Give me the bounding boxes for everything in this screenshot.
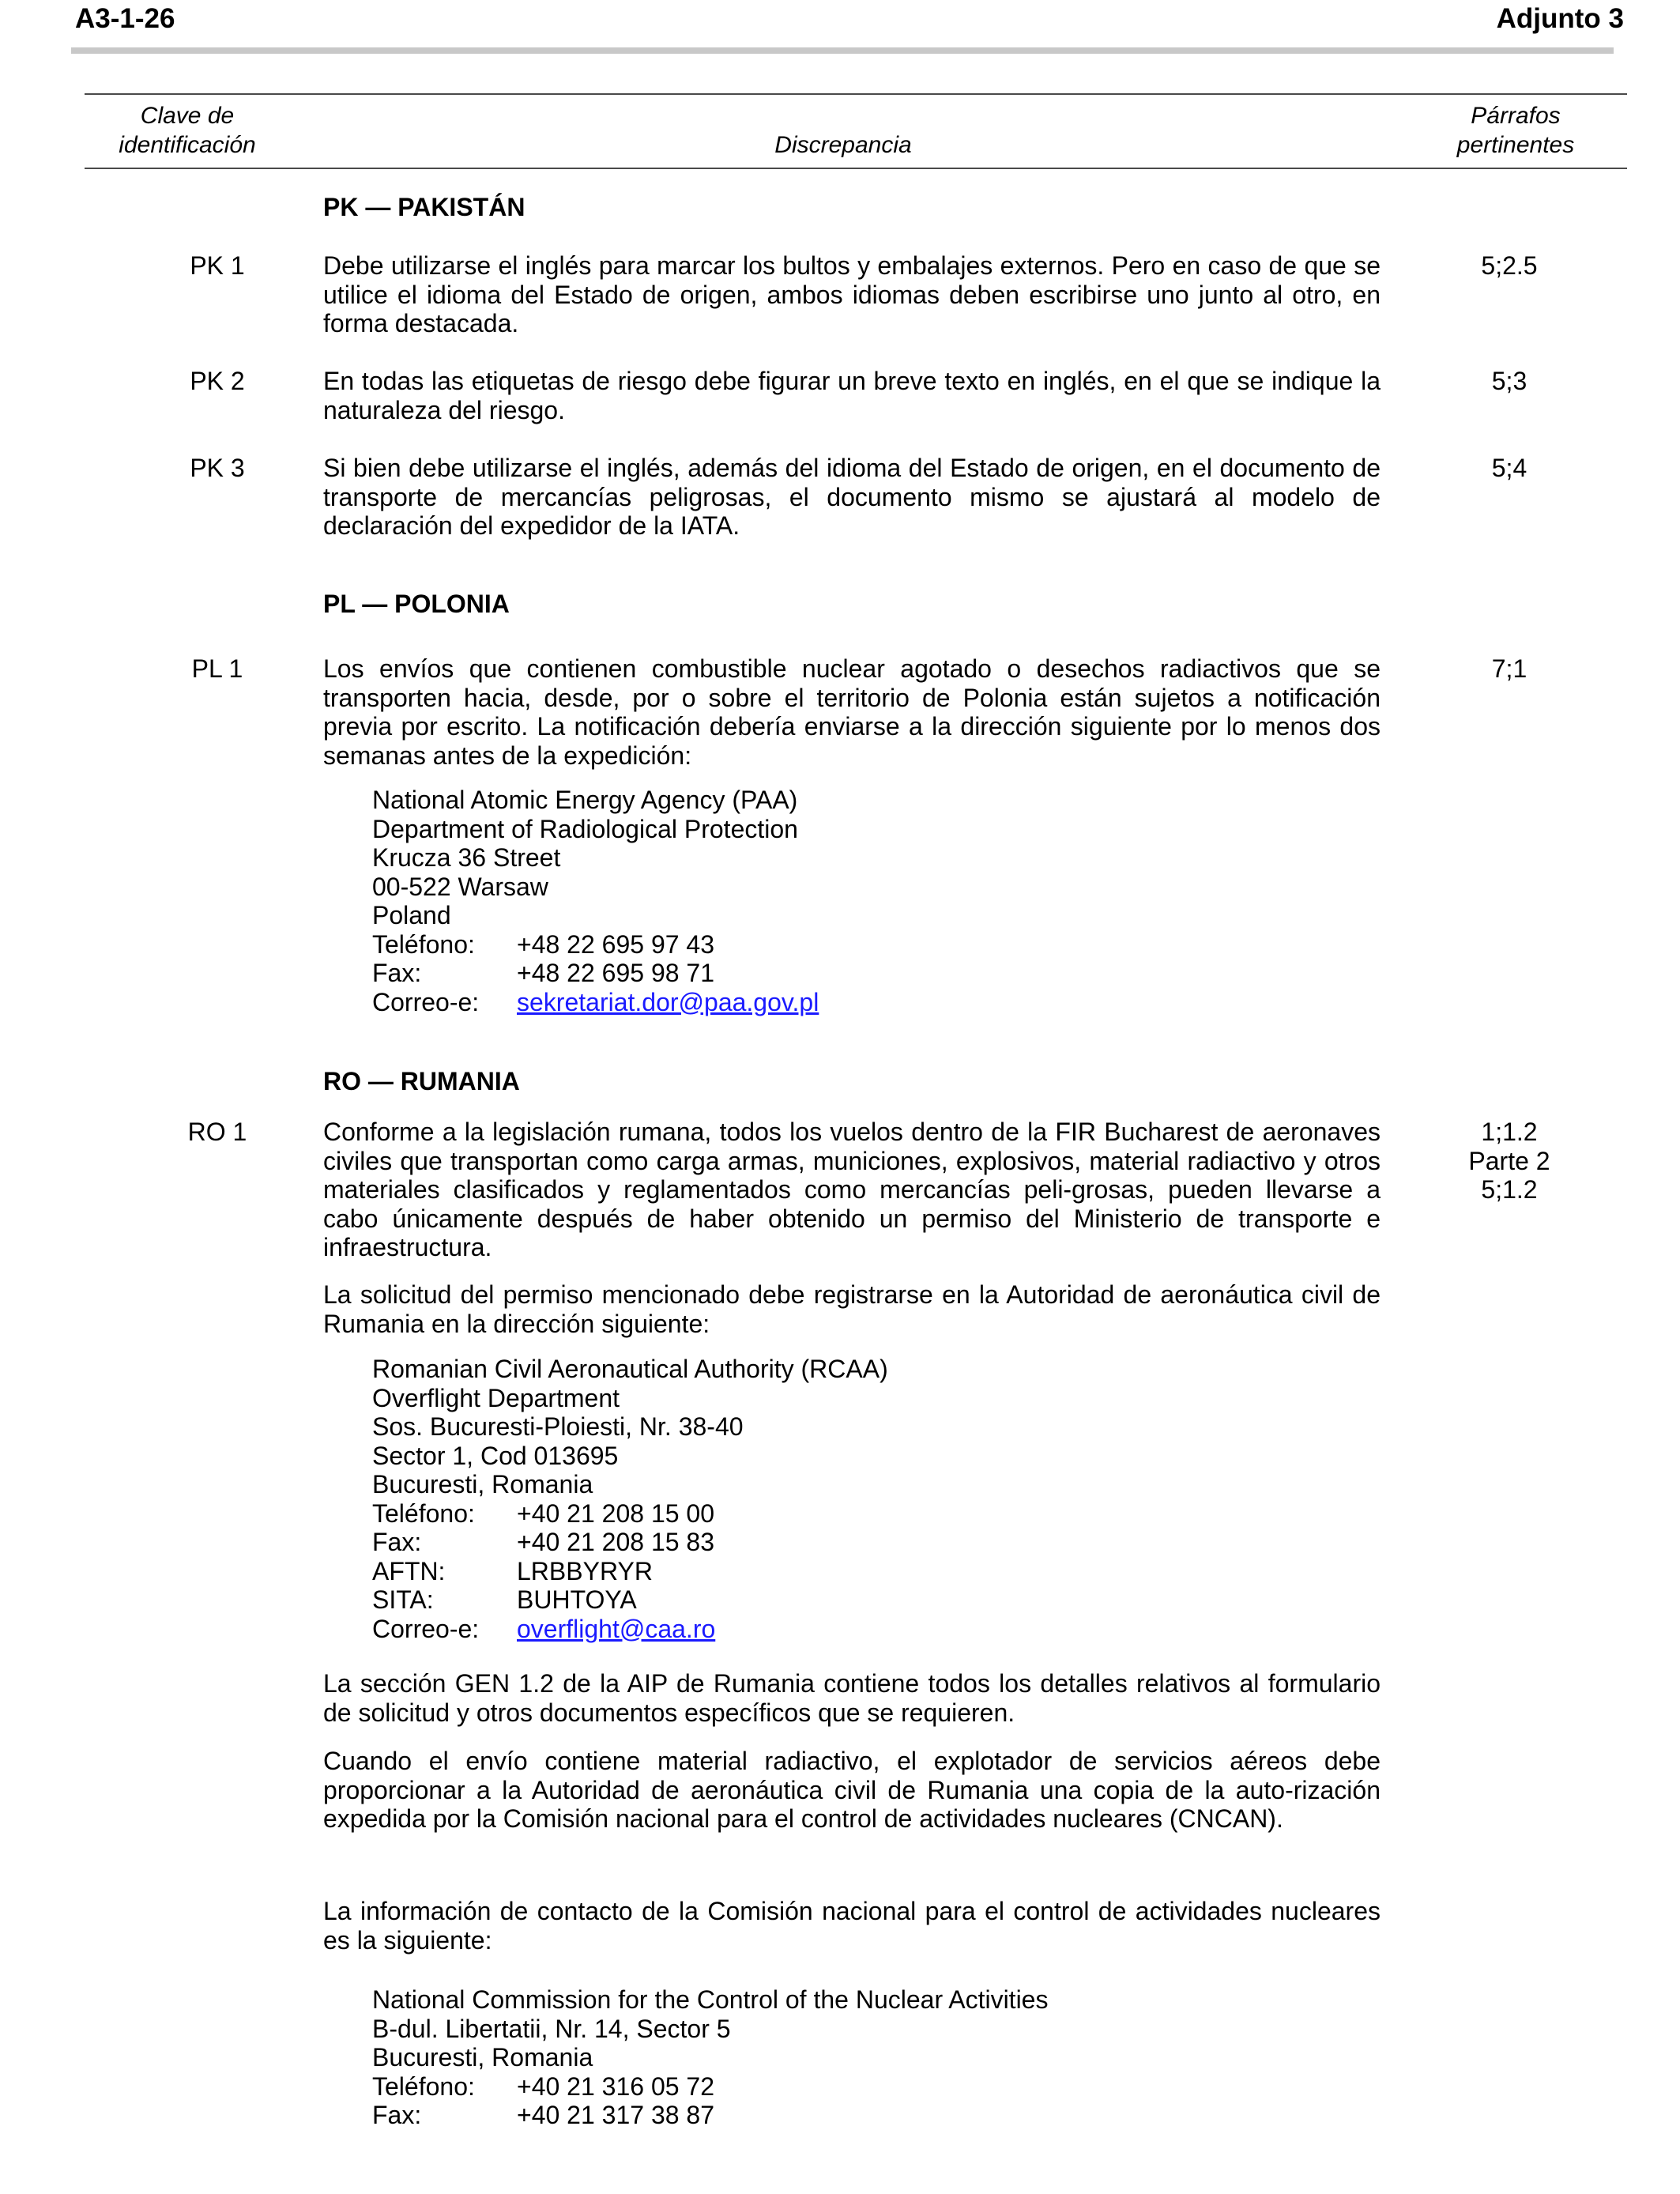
fax-number: +40 21 208 15 83 <box>517 1528 715 1556</box>
phone-line: Teléfono: +48 22 695 97 43 <box>372 929 715 959</box>
fax-number: +48 22 695 98 71 <box>517 959 715 987</box>
phone-number: +40 21 316 05 72 <box>517 2071 715 2101</box>
address-line: National Atomic Energy Agency (PAA) <box>372 786 798 814</box>
entry-text: Los envíos que contienen combustible nuclear agotado o desechos radiactivos que se transporten hacia, desde, por o sobre el territorio de Polonia están sujetos a notificación previa por escrito. La notificación debería enviarse a la dirección siguiente por lo menos dos semanas antes de la expedición: <box>323 654 1381 770</box>
fax-line: Fax: +40 21 317 38 87 <box>372 2101 715 2129</box>
phone-number: +40 21 208 15 00 <box>517 1498 715 1528</box>
entry-key: PK 3 <box>190 454 245 482</box>
entry-paragraph: 7;1 <box>1491 654 1527 683</box>
entry-paragraph: 5;3 <box>1491 367 1527 395</box>
sita-code: BUHTOYA <box>517 1585 637 1614</box>
page-header <box>0 0 1680 55</box>
entry-paragraph: 5;4 <box>1491 454 1527 482</box>
entry-text: Debe utilizarse el inglés para marcar los bultos y embalajes externos. Pero en caso de que se utilice el idioma del Estado de origen, ambos idiomas deben escribirse uno junto al otro, en forma destacada. <box>323 251 1381 337</box>
address-line: Bucuresti, Romania <box>372 1470 593 1498</box>
entry-text: Conforme a la legislación rumana, todos los vuelos dentro de la FIR Bucharest de aeronaves civiles que transportan como carga armas, municiones, explosivos, material radiactivo y otros materiales clasificados y reglamentados como mercancías peli-grosas, pueden llevarse a cabo únicamente después de haber obtenido un permiso del Ministerio de transporte e infraestructura. <box>323 1118 1381 1261</box>
address-line: Overflight Department <box>372 1383 620 1412</box>
address-ro-rcaa <box>372 1355 888 1643</box>
address-line: National Commission for the Control of the Nuclear Activities <box>372 1985 1049 2014</box>
address-line: Krucza 36 Street <box>372 843 561 872</box>
entry-text: En todas las etiquetas de riesgo debe figurar un breve texto en inglés, en el que se indique la naturaleza del riesgo. <box>323 367 1381 424</box>
email-line: Correo-e: sekretariat.dor@paa.gov.pl <box>372 987 819 1016</box>
column-headers <box>85 93 1627 169</box>
address-line: Poland <box>372 901 451 929</box>
header-rule <box>71 47 1614 54</box>
address-line: B-dul. Libertatii, Nr. 14, Sector 5 <box>372 2014 731 2043</box>
section-title-pk: PK — PAKISTÁN <box>323 193 525 221</box>
aftn-line: AFTN: LRBBYRYR <box>372 1556 653 1585</box>
column-header-key: Clave de identificación <box>119 103 256 158</box>
fax-number: +40 21 317 38 87 <box>517 2101 715 2129</box>
entry-paragraphs: 1;1.2 Parte 2 5;1.2 <box>1468 1118 1550 1204</box>
email-line: Correo-e: overflight@caa.ro <box>372 1614 716 1643</box>
phone-number: +48 22 695 97 43 <box>517 929 715 959</box>
column-header-discrepancy: Discrepancia <box>774 132 912 158</box>
entry-key: PK 1 <box>190 251 245 280</box>
ro-paragraph-request: La solicitud del permiso mencionado debe registrarse en la Autoridad de aeronáutica civil de Rumania en la dirección siguiente: <box>323 1280 1381 1338</box>
address-pl <box>372 786 819 1016</box>
address-line: Sos. Bucuresti-Ploiesti, Nr. 38-40 <box>372 1412 744 1441</box>
entry-text: Si bien debe utilizarse el inglés, además del idioma del Estado de origen, en el documento de transporte de mercancías peligrosas, el documento mismo se ajustará al modelo de declaración del expedidor de la IATA. <box>323 454 1381 540</box>
address-line: Sector 1, Cod 013695 <box>372 1441 619 1470</box>
section-title-pl: PL — POLONIA <box>323 590 510 618</box>
section-title-ro: RO — RUMANIA <box>323 1067 520 1095</box>
page-number: A3-1-26 <box>75 3 175 34</box>
address-ro-cncan <box>372 1985 1048 2130</box>
address-line: Bucuresti, Romania <box>372 2043 593 2071</box>
sita-line: SITA: BUHTOYA <box>372 1585 637 1614</box>
attachment-label: Adjunto 3 <box>1496 3 1624 34</box>
address-line: Department of Radiological Protection <box>372 814 798 843</box>
email-link[interactable]: sekretariat.dor@paa.gov.pl <box>517 987 819 1016</box>
phone-line: Teléfono: +40 21 208 15 00 <box>372 1498 715 1528</box>
table-header-rule <box>85 168 1627 169</box>
ro-paragraph-contact: La información de contacto de la Comisión nacional para el control de actividades nucleares es la siguiente: <box>323 1897 1381 1955</box>
entry-key: RO 1 <box>187 1118 247 1146</box>
entry-key: PK 2 <box>190 367 245 395</box>
entry-paragraph: 5;2.5 <box>1481 251 1538 280</box>
column-header-paragraphs: Párrafos pertinentes <box>1456 103 1575 158</box>
entry-key: PL 1 <box>191 654 243 683</box>
address-line: Romanian Civil Aeronautical Authority (RCAA) <box>372 1355 888 1383</box>
email-link[interactable]: overflight@caa.ro <box>517 1614 716 1643</box>
aftn-code: LRBBYRYR <box>517 1556 653 1585</box>
ro-paragraph-radioactive: Cuando el envío contiene material radiactivo, el explotador de servicios aéreos debe proporcionar a la Autoridad de aeronáutica civil de Rumania una copia de la auto-rización expedida por la Comisión nacional para el control de actividades nucleares (CNCAN). <box>323 1747 1381 1833</box>
ro-paragraph-gen: La sección GEN 1.2 de la AIP de Rumania contiene todos los detalles relativos al formulario de solicitud y otros documentos específicos que se requieren. <box>323 1669 1381 1727</box>
fax-line: Fax: +40 21 208 15 83 <box>372 1528 715 1556</box>
fax-line: Fax: +48 22 695 98 71 <box>372 959 715 987</box>
address-line: 00-522 Warsaw <box>372 872 548 901</box>
phone-line: Teléfono: +40 21 316 05 72 <box>372 2071 715 2101</box>
